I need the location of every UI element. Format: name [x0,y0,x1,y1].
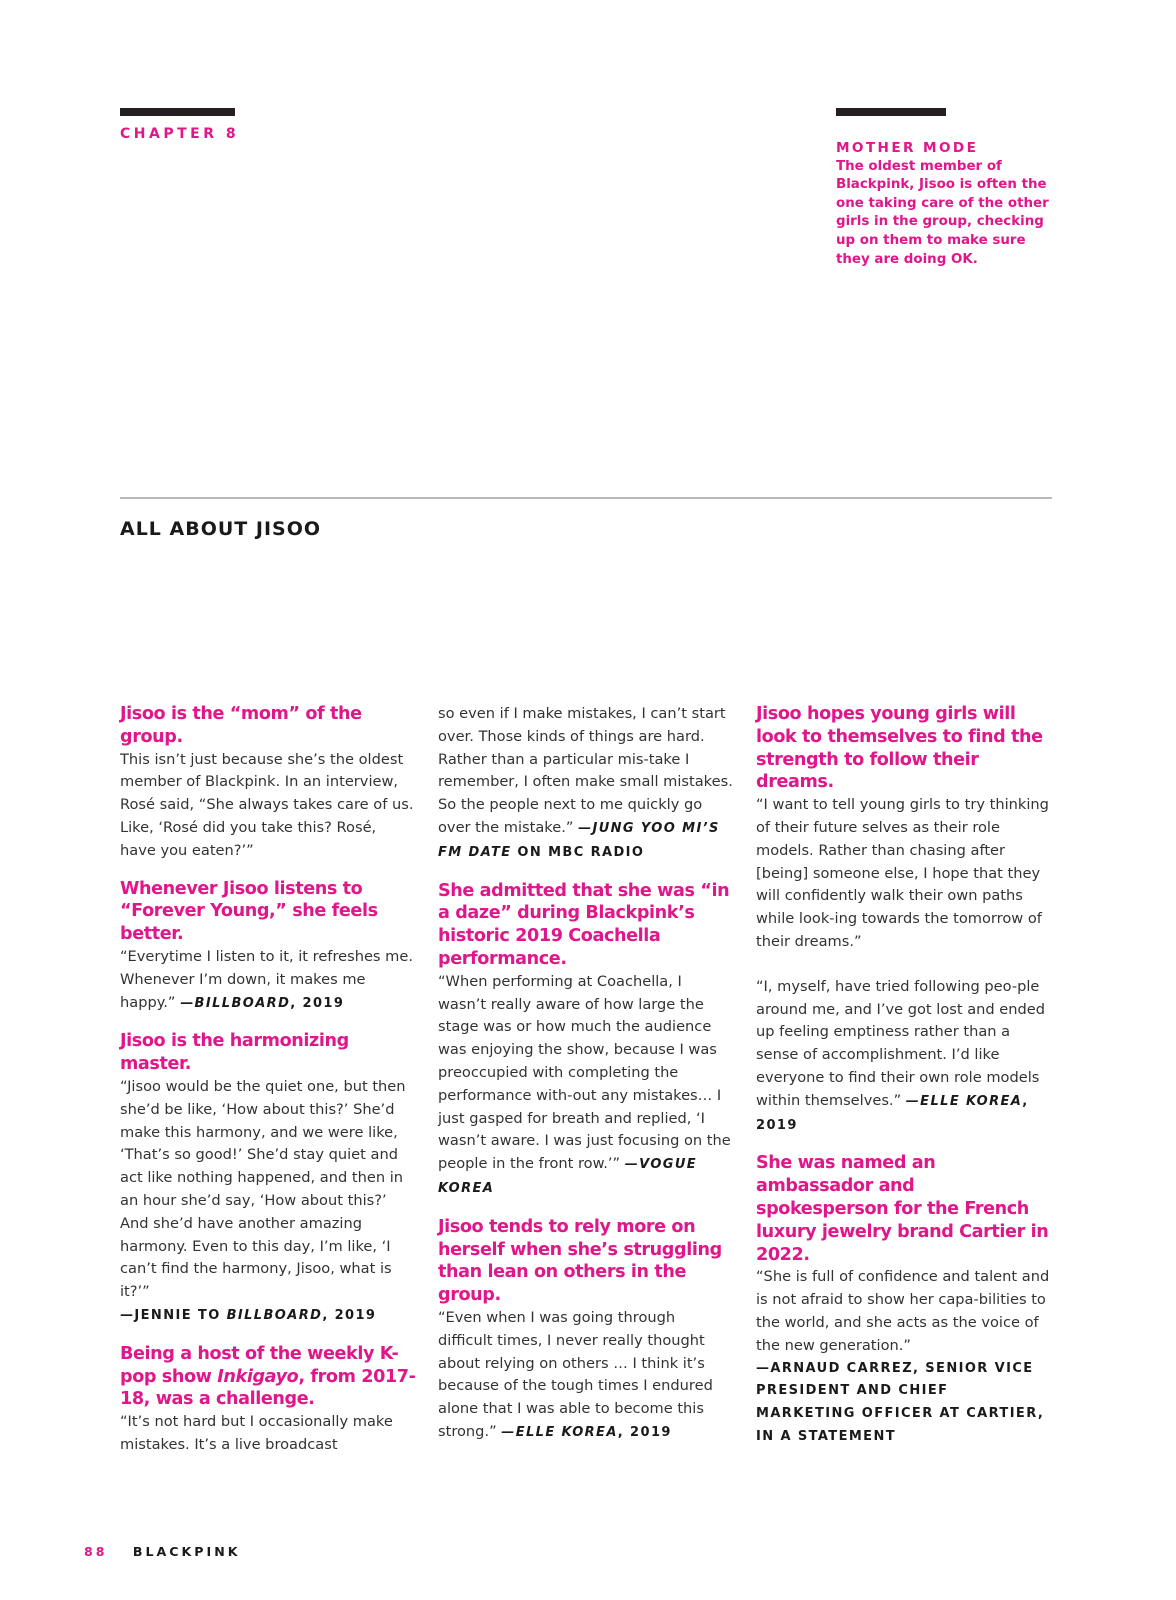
heading-text: Being a host of the weekly K-pop show [120,1343,399,1387]
fact-body [120,946,416,1015]
credit-year: , 2019 [322,1307,377,1323]
publication-name: BLACKPINK [132,1544,241,1559]
credit-source: BILLBOARD [226,1307,323,1323]
fact-heading: She admitted that she was “in a daze” during Blackpink’s historic 2019 Coachella performance. [438,880,730,969]
fact-item [756,1152,1052,1448]
fact-body-text: so even if I make mistakes, I can’t start over. Those kinds of things are hard. Rather than a particular mis-take I remember, I often make small mistakes. So the people next to me quickly go over the mistake.” [438,705,733,836]
credit-source: —VOGUE KOREA [438,1157,698,1196]
fact-heading: Jisoo hopes young girls will look to themselves to find the strength to follow their dreams. [756,704,1043,793]
credit-prefix: —JENNIE TO [120,1307,227,1323]
credit-year: , 2019 [290,995,345,1011]
section-title: ALL ABOUT JISOO [120,518,322,540]
credit-source: —ELLE KOREA [501,1424,618,1440]
chapter-label: CHAPTER 8 [120,126,240,142]
heading-text: , from 2017-18, was a challenge. [120,1366,416,1410]
fact-body-text: “Everytime I listen to it, it refreshes me. Whenever I’m down, it makes me happy.” [120,947,414,1011]
fact-item [120,1343,416,1457]
paragraph-gap [756,954,1052,976]
fact-body: “I want to tell young girls to try thinking of their future selves as their role models. Rather than chasing after [being] someone else, I hope that they will confidently walk their own paths while look-ing towards the tomorrow of their dreams.” [756,796,1049,950]
credit-year: , 2019 [617,1424,672,1440]
sidebar-text: The oldest member of Blackpink, Jisoo is often the one taking care of the other girls in the group, checking up on them to make sure they are doing OK. [836,158,1049,267]
fact-body: “It’s not hard but I occasionally make mistakes. It’s a live broadcast [120,1413,393,1453]
fact-item [120,878,416,1016]
fact-credit [120,1304,416,1328]
fact-heading: Whenever Jisoo listens to “Forever Young,” she feels better. [120,878,378,945]
fact-body: “She is full of confidence and talent and is not afraid to show her capa-bilities to the world, and she acts as the voice of the new generation.” [756,1268,1050,1354]
sidebar-rule-bar [836,108,946,116]
column-3 [756,703,1052,1464]
column-2 [438,703,734,1460]
sidebar-caption [836,139,1051,269]
fact-body-text: “When performing at Coachella, I wasn’t really aware of how large the stage was or how much the audience was enjoying the show, because I was preoccupied with completing the performance with-out any mistakes… I just gasped for breath and replied, ‘I wasn’t aware. I was just focusing on the people in the front row.’” [438,972,731,1173]
fact-heading: Jisoo tends to rely more on herself when she’s struggling than lean on others in the group. [438,1216,722,1306]
fact-item-continued [438,703,734,865]
show-title: Inkigayo [217,1366,299,1387]
credit-source: —JUNG YOO MI’S FM DATE [438,820,720,860]
page-footer [84,1544,241,1559]
fact-body-text: “I, myself, have tried following peo-ple around me, and I’ve got lost and ended up feeling emptiness rather than a sense of accomplishment. I’d like everyone to find their own role models within themselves.” [756,977,1046,1109]
fact-body [438,1307,734,1445]
sidebar-title: MOTHER MODE [836,140,979,156]
fact-heading: Jisoo is the harmonizing master. [120,1031,349,1075]
page-number: 88 [84,1544,108,1559]
fact-heading: She was named an ambassador and spokesperson for the French luxury jewelry brand Cartier in 2022. [756,1153,1049,1265]
fact-heading: Jisoo is the “mom” of the group. [120,704,362,747]
chapter-rule-bar [120,108,235,116]
fact-item [120,1030,416,1327]
fact-credit: —ARNAUD CARREZ, SENIOR VICE PRESIDENT AND CHIEF MARKETING OFFICER AT CARTIER, IN A STATEMENT [756,1360,1045,1444]
credit-source: —ELLE KOREA [905,1093,1023,1109]
section-divider [120,497,1052,499]
fact-body [756,976,1052,1138]
column-1 [120,703,416,1472]
fact-body [438,703,734,865]
credit-source: BILLBOARD [194,995,291,1011]
credit-rest: ON MBC RADIO [511,844,645,860]
fact-body: “Jisoo would be the quiet one, but then she’d be like, ‘How about this?’ She’d make this harmony, and we were like, ‘That’s so good!’ She’d stay quiet and act like nothing happened, and then in an hour she’d say, ‘How about this?’ And she’d have another amazing harmony. Even to this day, I’m like, ‘I can’t find the harmony, Jisoo, what is it?’” [120,1077,406,1301]
fact-item [756,703,1052,1137]
fact-body: This isn’t just because she’s the oldest member of Blackpink. In an interview, Rosé said, “She always takes care of us. Like, ‘Rosé did you take this? Rosé, have you eaten?’” [120,750,414,859]
fact-heading [120,1343,416,1411]
credit-dash: — [180,995,195,1011]
fact-item [120,703,416,863]
fact-body-text: “Even when I was going through difficult times, I never really thought about relying on others … I think it’s because of the tough times I endured alone that I was able to become this strong.” [438,1308,713,1440]
fact-item [438,880,734,1201]
credit-year: , 2019 [756,1093,1029,1133]
fact-body [438,971,734,1201]
fact-item [438,1216,734,1445]
